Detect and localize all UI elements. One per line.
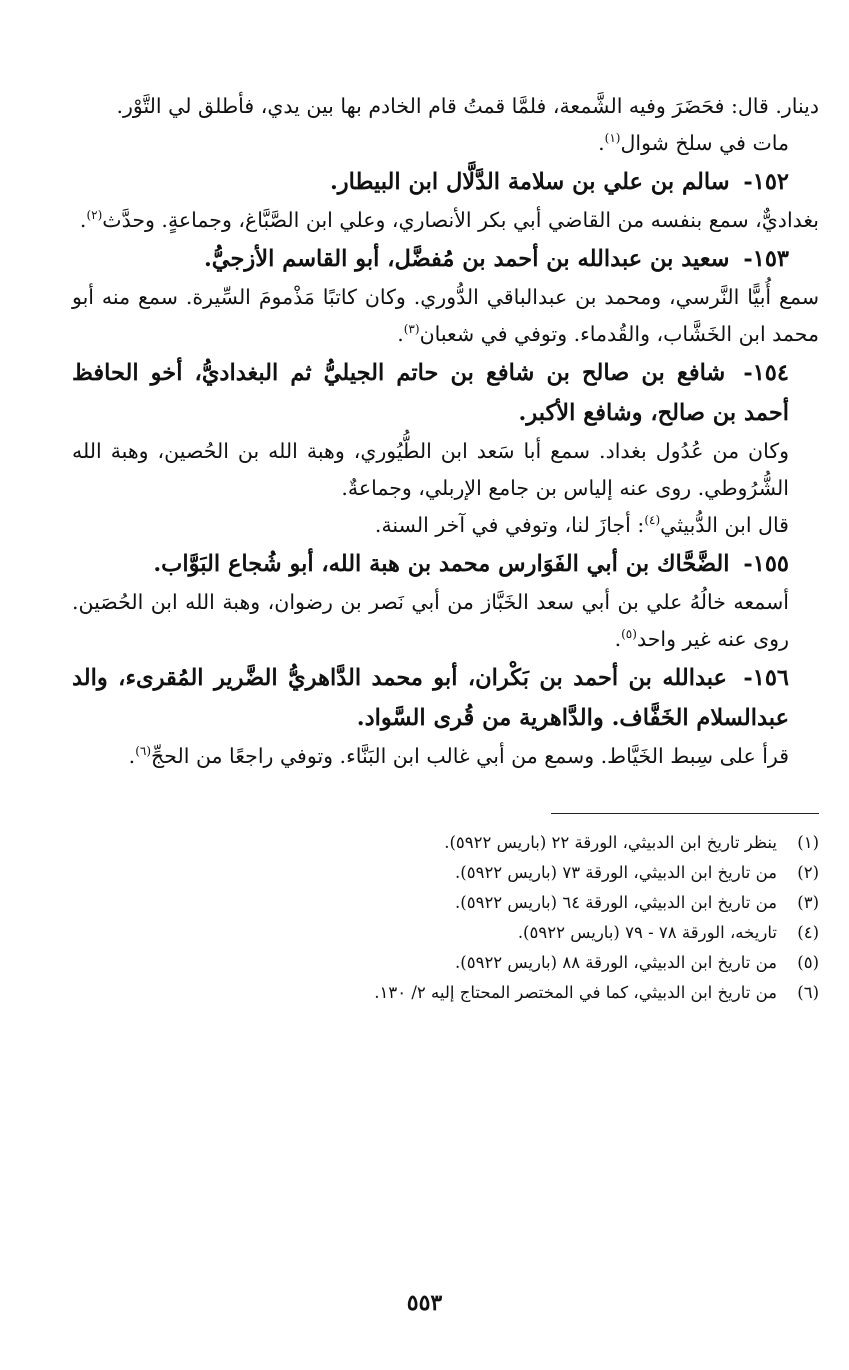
footnote: [72, 858, 819, 888]
footnote-text: ينظر تاريخ ابن الدبيثي، الورقة ٢٢ (باريس ٥٩٢٢).: [444, 833, 777, 852]
footnote-number: (٤): [797, 923, 819, 942]
footnote-ref: (٤): [644, 513, 661, 528]
footnote-ref: (١): [604, 131, 621, 146]
footnote-number: (٦): [797, 983, 819, 1002]
entry-heading: [72, 658, 819, 738]
footnote: [72, 828, 819, 858]
footnote-ref: (٣): [403, 322, 420, 337]
footnote-ref: (٢): [86, 208, 103, 223]
entry-number: ١٥٤-: [743, 360, 789, 386]
entry-text: وكان من عُدُول بغداد. سمع أبا سَعد ابن الطُّيُوري، وهبة الله بن الحُصين، وهبة الله الشُّرُوطي. روى عنه إلياس بن جامع الإربلي، وجماعةٌ.: [72, 439, 789, 500]
entry-paragraph: [72, 584, 819, 658]
entry-text-end: .: [397, 322, 404, 346]
footnote-ref: (٥): [621, 627, 637, 642]
death-end: .: [598, 131, 605, 155]
intro-paragraph: دينار. قال: فحَضَرَ وفيه الشَّمعة، فلمَّا قمتُ قام الخادم بها بين يدي، فأطلق لي التَّوْر.: [116, 94, 819, 118]
entry-title: سالم بن علي بن سلامة الدَّلَّال ابن البيطار.: [329, 169, 730, 195]
entry-text: قال ابن الدُّبيثي: [660, 513, 789, 537]
footnote: [72, 978, 819, 1008]
footnote-number: (٢): [797, 863, 819, 882]
entry-paragraph: [72, 507, 819, 544]
death-text: مات في سلخ شوال: [620, 131, 789, 155]
footnote: [72, 948, 819, 978]
entry-text: سمع أُبيًّا النَّرسي، ومحمد بن عبدالباقي الدُّوري. وكان كاتبًا مَذْمومَ السِّيرة. سمع منه أبو محمد ابن الخَشَّاب، والقُدماء. وتوفي في شعبان: [72, 285, 819, 346]
entry-paragraph: [72, 279, 819, 353]
page-number: ٥٥٣: [406, 1290, 443, 1316]
footnote-text: من تاريخ ابن الدبيثي، كما في المختصر المحتاج إليه ٢/ ١٣٠.: [374, 983, 777, 1002]
entry-heading: [72, 239, 819, 279]
footnote-text: تاريخه، الورقة ٧٨ - ٧٩ (باريس ٥٩٢٢).: [517, 923, 777, 942]
entry-text: أسمعه خالُهُ علي بن أبي سعد الخَبَّاز من أبي نَصر بن رضوان، وهبة الله ابن الحُصَين. روى عنه غير واحد: [72, 590, 789, 651]
entry-text: قرأ على سِبط الخَيَّاط. وسمع من أبي غالب ابن البَنَّاء. وتوفي راجعًا من الحجِّ: [151, 744, 789, 768]
entry-heading: [72, 162, 819, 202]
footnote: [72, 918, 819, 948]
entry-heading: [72, 353, 819, 433]
entry-heading: [72, 544, 819, 584]
footnote-ref: (٦): [135, 744, 152, 759]
entry-text-end: : أجازَ لنا، وتوفي في آخر السنة.: [374, 513, 645, 537]
entry-number: ١٥٢-: [743, 169, 789, 195]
entry-paragraph: [72, 738, 819, 775]
entry-title: عبدالله بن أحمد بن بَكْران، أبو محمد الدَّاهريُّ الضَّرير المُقرىء، والد عبدالسلام الخَفَّاف. والدَّاهرية من قُرى السَّواد.: [72, 665, 789, 731]
entry-text-end: .: [614, 627, 622, 651]
entry-number: ١٥٥-: [743, 551, 789, 577]
footnote-text: من تاريخ ابن الدبيثي، الورقة ٨٨ (باريس ٥٩٢٢).: [455, 953, 777, 972]
entry-title: شافع بن صالح بن شافع بن حاتم الجيليُّ ثم البغداديُّ، أخو الحافظ أحمد بن صالح، وشافع الأكبر.: [72, 360, 789, 426]
entry-text: بغداديٌّ، سمع بنفسه من القاضي أبي بكر الأنصاري، وعلي ابن الصَّبَّاغ، وجماعةٍ. وحدَّث: [102, 208, 819, 232]
main-text: [72, 88, 819, 775]
footnote-number: (٣): [797, 893, 819, 912]
entry-title: الضَّحَّاك بن أبي الفَوَارس محمد بن هبة الله، أبو شُجاع البَوَّاب.: [153, 551, 730, 577]
footnote-text: من تاريخ ابن الدبيثي، الورقة ٦٤ (باريس ٥٩٢٢).: [455, 893, 777, 912]
footnote-number: (٥): [797, 953, 819, 972]
death-note: [72, 125, 819, 162]
footnotes: [72, 828, 819, 1008]
footnote: [72, 888, 819, 918]
entry-title: سعيد بن عبدالله بن أحمد بن مُفضَّل، أبو القاسم الأزجيُّ.: [203, 246, 730, 272]
footnote-text: من تاريخ ابن الدبيثي، الورقة ٧٣ (باريس ٥٩٢٢).: [455, 863, 777, 882]
entry-paragraph: [72, 202, 819, 239]
entry-text-end: .: [128, 744, 136, 768]
entry-number: ١٥٣-: [743, 246, 789, 272]
footnote-number: (١): [797, 833, 819, 852]
entry-text-end: .: [79, 208, 87, 232]
footnote-divider: [551, 813, 819, 814]
entry-number: ١٥٦-: [743, 665, 789, 691]
entry-paragraph: [72, 433, 819, 507]
